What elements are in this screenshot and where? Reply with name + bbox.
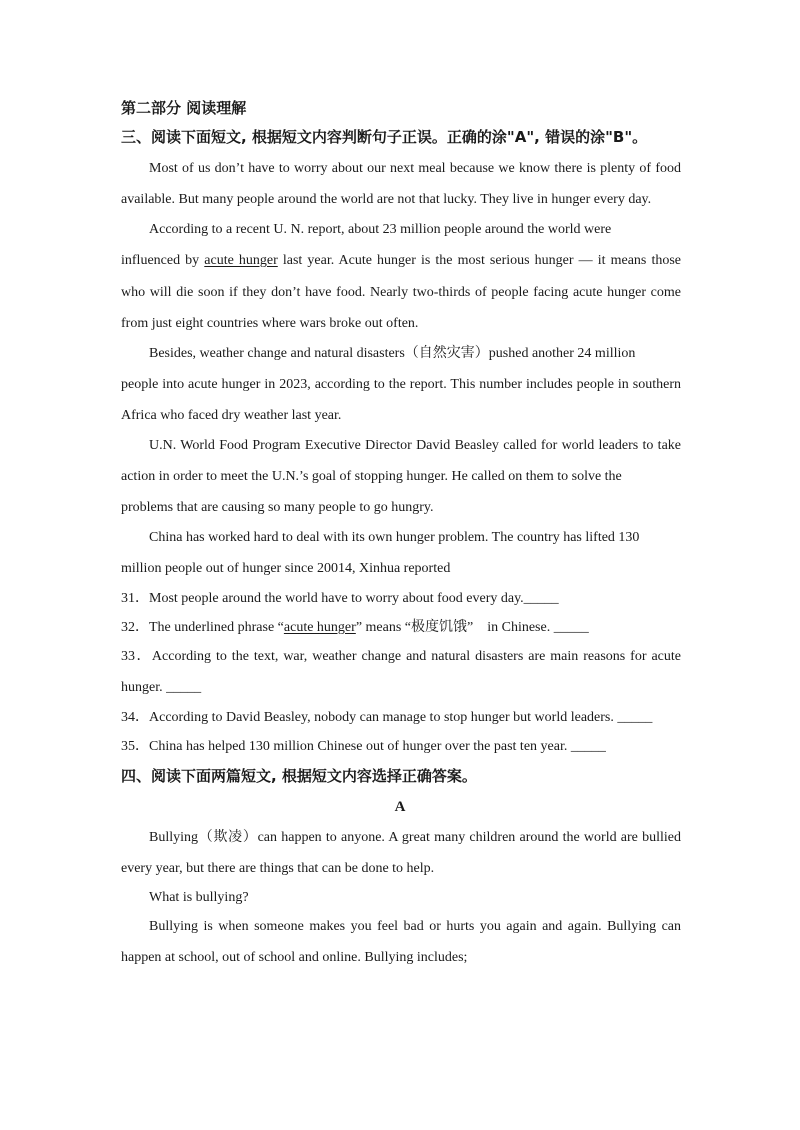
passage-line: Besides, weather change and natural disasters（自然灾害）pushed another 24 million [149, 346, 636, 361]
passage-a-line: every year, but there are things that can be done to help. [121, 861, 435, 876]
passage-a-line: happen at school, out of school and online. Bullying includes; [121, 950, 468, 965]
passage-line-rest: last year. Acute hunger is the most serious hunger — it means those [282, 253, 681, 268]
passage-a-line: Bullying is when someone makes you feel bad or hurts you again and again. Bullying can [149, 919, 681, 934]
section-title: 第二部分 阅读理解 [121, 99, 247, 117]
passage-line: problems that are causing so many people to go hungry. [121, 500, 434, 515]
passage-line: action in order to meet the U.N.’s goal of stopping hunger. He called on them to solve the [121, 469, 622, 484]
passage-line: from just eight countries where wars broke out often. [121, 316, 419, 331]
question-33: 33．According to the text, war, weather change and natural disasters are main reasons for acute [121, 649, 681, 664]
passage-line: who will die soon if they don’t have food. Nearly two-thirds of people facing acute hunger come [121, 285, 681, 300]
underlined-phrase: acute hunger [204, 253, 278, 268]
passage-label: A [394, 799, 406, 815]
part3-heading: 三、阅读下面短文, 根据短文内容判断句子正误。正确的涂"A", 错误的涂"B"。 [121, 128, 648, 146]
question-33-cont: hunger. _____ [121, 680, 202, 695]
passage-line: According to a recent U. N. report, about 23 million people around the world were [149, 222, 612, 237]
question-32-post: ” means “极度饥饿” in Chinese. _____ [355, 620, 589, 635]
question-32 [121, 619, 681, 637]
passage-line-prefix: influenced by [121, 253, 200, 268]
question-35: 35．China has helped 130 million Chinese out of hunger over the past ten year. _____ [121, 739, 606, 754]
passage-line-underline [121, 252, 681, 270]
question-31: 31．Most people around the world have to worry about food every day._____ [121, 591, 559, 606]
passage-line: U.N. World Food Program Executive Director David Beasley called for world leaders to take [149, 438, 681, 453]
passage-line: million people out of hunger since 20014, Xinhua reported [121, 561, 451, 576]
passage-line: Africa who faced dry weather last year. [121, 408, 342, 423]
question-32-pre: 32．The underlined phrase “ [121, 620, 284, 635]
part4-heading: 四、阅读下面两篇短文, 根据短文内容选择正确答案。 [121, 767, 477, 785]
passage-line: people into acute hunger in 2023, according to the report. This number includes people in southern [121, 377, 681, 392]
passage-a-line: Bullying（欺凌）can happen to anyone. A great many children around the world are bullied [149, 830, 681, 845]
passage-line: available. But many people around the world are not that lucky. They live in hunger every day. [121, 192, 652, 207]
question-32-underlined: acute hunger [283, 620, 356, 635]
passage-line: China has worked hard to deal with its own hunger problem. The country has lifted 130 [149, 530, 640, 545]
passage-line: Most of us don’t have to worry about our next meal because we know there is plenty of food [149, 161, 681, 176]
passage-a-subheading: What is bullying? [149, 890, 249, 905]
question-34: 34．According to David Beasley, nobody can manage to stop hunger but world leaders. _____ [121, 710, 653, 725]
